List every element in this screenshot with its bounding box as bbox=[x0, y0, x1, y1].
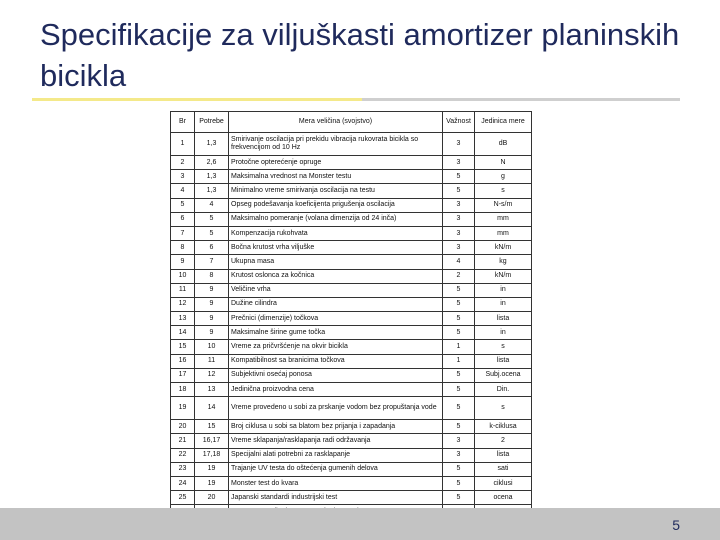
cell-unit: g bbox=[475, 170, 532, 184]
table-row bbox=[171, 241, 532, 255]
cell-metric: Subjektivni osećaj ponosa bbox=[229, 368, 443, 382]
table-row bbox=[171, 420, 532, 434]
cell-needs: 17,18 bbox=[195, 448, 229, 462]
cell-needs: 5 bbox=[195, 226, 229, 240]
table-row bbox=[171, 269, 532, 283]
cell-importance: 3 bbox=[443, 434, 475, 448]
cell-metric: Japanski standardi industrijski test bbox=[229, 491, 443, 505]
cell-unit: mm bbox=[475, 226, 532, 240]
cell-number: 8 bbox=[171, 241, 195, 255]
cell-unit: sati bbox=[475, 462, 532, 476]
cell-unit: lista bbox=[475, 312, 532, 326]
table-row bbox=[171, 476, 532, 490]
cell-unit: kN/m bbox=[475, 241, 532, 255]
cell-number: 11 bbox=[171, 283, 195, 297]
cell-needs: 15 bbox=[195, 420, 229, 434]
cell-unit: ocena bbox=[475, 491, 532, 505]
cell-number: 24 bbox=[171, 476, 195, 490]
specification-table bbox=[170, 111, 532, 520]
cell-metric: Vreme provedeno u sobi za prskanje vodom bez propuštanja vode bbox=[229, 397, 443, 420]
cell-number: 20 bbox=[171, 420, 195, 434]
cell-importance: 3 bbox=[443, 241, 475, 255]
cell-number: 4 bbox=[171, 184, 195, 198]
table-row bbox=[171, 326, 532, 340]
cell-unit: s bbox=[475, 397, 532, 420]
cell-needs: 10 bbox=[195, 340, 229, 354]
cell-unit: ciklusi bbox=[475, 476, 532, 490]
cell-importance: 5 bbox=[443, 462, 475, 476]
cell-metric: Kompenzacija rukohvata bbox=[229, 226, 443, 240]
cell-importance: 3 bbox=[443, 226, 475, 240]
cell-needs: 16,17 bbox=[195, 434, 229, 448]
cell-number: 21 bbox=[171, 434, 195, 448]
cell-unit: k-ciklusa bbox=[475, 420, 532, 434]
cell-needs: 19 bbox=[195, 462, 229, 476]
table-row bbox=[171, 255, 532, 269]
cell-number: 3 bbox=[171, 170, 195, 184]
cell-number: 10 bbox=[171, 269, 195, 283]
cell-unit: lista bbox=[475, 448, 532, 462]
cell-number: 12 bbox=[171, 297, 195, 311]
footer-bar bbox=[0, 508, 720, 540]
cell-number: 7 bbox=[171, 226, 195, 240]
cell-unit: kN/m bbox=[475, 269, 532, 283]
cell-needs: 14 bbox=[195, 397, 229, 420]
cell-importance: 4 bbox=[443, 255, 475, 269]
header-unit: Jedinica mere bbox=[475, 112, 532, 133]
cell-unit: mm bbox=[475, 212, 532, 226]
cell-needs: 9 bbox=[195, 283, 229, 297]
cell-number: 16 bbox=[171, 354, 195, 368]
cell-needs: 19 bbox=[195, 476, 229, 490]
header-importance: Važnost bbox=[443, 112, 475, 133]
table-row bbox=[171, 354, 532, 368]
cell-needs: 9 bbox=[195, 326, 229, 340]
table-row bbox=[171, 283, 532, 297]
table-header-row bbox=[171, 112, 532, 133]
cell-importance: 3 bbox=[443, 448, 475, 462]
table-row bbox=[171, 184, 532, 198]
page-number: 5 bbox=[672, 517, 680, 533]
table-row bbox=[171, 226, 532, 240]
cell-unit: 2 bbox=[475, 434, 532, 448]
cell-unit: N bbox=[475, 156, 532, 170]
cell-metric: Krutost oslonca za kočnica bbox=[229, 269, 443, 283]
cell-importance: 5 bbox=[443, 170, 475, 184]
cell-importance: 1 bbox=[443, 354, 475, 368]
cell-metric: Monster test do kvara bbox=[229, 476, 443, 490]
title-underline-accent bbox=[32, 98, 362, 101]
cell-metric: Vreme za pričvršćenje na okvir bicikla bbox=[229, 340, 443, 354]
cell-needs: 8 bbox=[195, 269, 229, 283]
table-row bbox=[171, 212, 532, 226]
cell-unit: lista bbox=[475, 354, 532, 368]
table-row bbox=[171, 170, 532, 184]
cell-needs: 1,3 bbox=[195, 184, 229, 198]
cell-importance: 5 bbox=[443, 397, 475, 420]
cell-metric: Jedinična proizvodna cena bbox=[229, 383, 443, 397]
cell-number: 25 bbox=[171, 491, 195, 505]
cell-metric: Protočne opterećenje opruge bbox=[229, 156, 443, 170]
cell-importance: 3 bbox=[443, 156, 475, 170]
cell-needs: 5 bbox=[195, 212, 229, 226]
cell-metric: Minimalno vreme smirivanja oscilacija na testu bbox=[229, 184, 443, 198]
cell-metric: Broj ciklusa u sobi sa blatom bez prijanja i zapadanja bbox=[229, 420, 443, 434]
cell-importance: 5 bbox=[443, 297, 475, 311]
cell-importance: 5 bbox=[443, 326, 475, 340]
cell-needs: 1,3 bbox=[195, 133, 229, 156]
table-row bbox=[171, 462, 532, 476]
cell-importance: 5 bbox=[443, 184, 475, 198]
cell-number: 9 bbox=[171, 255, 195, 269]
cell-importance: 5 bbox=[443, 476, 475, 490]
cell-importance: 5 bbox=[443, 312, 475, 326]
cell-number: 18 bbox=[171, 383, 195, 397]
cell-unit: Subj.ocena bbox=[475, 368, 532, 382]
cell-metric: Dužine cilindra bbox=[229, 297, 443, 311]
cell-unit: dB bbox=[475, 133, 532, 156]
cell-unit: Din. bbox=[475, 383, 532, 397]
cell-number: 23 bbox=[171, 462, 195, 476]
cell-unit: kg bbox=[475, 255, 532, 269]
cell-importance: 3 bbox=[443, 198, 475, 212]
header-needs: Potrebe bbox=[195, 112, 229, 133]
slide-title: Specifikacije za viljuškasti amortizer planinskih bicikla bbox=[40, 17, 680, 93]
cell-needs: 11 bbox=[195, 354, 229, 368]
cell-number: 13 bbox=[171, 312, 195, 326]
cell-metric: Vreme sklapanja/rasklapanja radi održavanja bbox=[229, 434, 443, 448]
table-row bbox=[171, 434, 532, 448]
cell-metric: Opseg podešavanja koeficijenta prigušenja oscilacija bbox=[229, 198, 443, 212]
cell-unit: in bbox=[475, 297, 532, 311]
table-row bbox=[171, 368, 532, 382]
cell-unit: s bbox=[475, 184, 532, 198]
cell-metric: Maksimalne širine gume točka bbox=[229, 326, 443, 340]
cell-number: 17 bbox=[171, 368, 195, 382]
cell-metric: Ukupna masa bbox=[229, 255, 443, 269]
table-row bbox=[171, 133, 532, 156]
cell-number: 19 bbox=[171, 397, 195, 420]
cell-importance: 5 bbox=[443, 420, 475, 434]
cell-importance: 3 bbox=[443, 133, 475, 156]
cell-number: 2 bbox=[171, 156, 195, 170]
cell-importance: 5 bbox=[443, 283, 475, 297]
cell-unit: s bbox=[475, 340, 532, 354]
table-row bbox=[171, 297, 532, 311]
cell-needs: 9 bbox=[195, 297, 229, 311]
cell-number: 1 bbox=[171, 133, 195, 156]
cell-importance: 5 bbox=[443, 368, 475, 382]
cell-needs: 12 bbox=[195, 368, 229, 382]
cell-number: 14 bbox=[171, 326, 195, 340]
table-row bbox=[171, 156, 532, 170]
cell-needs: 6 bbox=[195, 241, 229, 255]
header-metric: Mera veličina (svojstvo) bbox=[229, 112, 443, 133]
cell-importance: 2 bbox=[443, 269, 475, 283]
cell-metric: Bočna krutost vrha viljuške bbox=[229, 241, 443, 255]
table-row bbox=[171, 312, 532, 326]
table-row bbox=[171, 383, 532, 397]
table-row bbox=[171, 198, 532, 212]
cell-metric: Maksimalna vrednost na Monster testu bbox=[229, 170, 443, 184]
cell-metric: Specijalni alati potrebni za rasklapanje bbox=[229, 448, 443, 462]
cell-needs: 7 bbox=[195, 255, 229, 269]
cell-importance: 1 bbox=[443, 340, 475, 354]
cell-number: 22 bbox=[171, 448, 195, 462]
cell-needs: 2,6 bbox=[195, 156, 229, 170]
cell-importance: 3 bbox=[443, 212, 475, 226]
cell-metric: Trajanje UV testa do oštećenja gumenih delova bbox=[229, 462, 443, 476]
cell-needs: 4 bbox=[195, 198, 229, 212]
cell-metric: Maksimalno pomeranje (volana dimenzija od 24 inča) bbox=[229, 212, 443, 226]
table-row bbox=[171, 340, 532, 354]
table-row bbox=[171, 448, 532, 462]
cell-number: 15 bbox=[171, 340, 195, 354]
table-row bbox=[171, 397, 532, 420]
cell-unit: in bbox=[475, 326, 532, 340]
table-row bbox=[171, 491, 532, 505]
header-number: Br bbox=[171, 112, 195, 133]
cell-metric: Smirivanje oscilacija pri prekidu vibracija rukovrata bicikla so frekvencijom od 10 Hz bbox=[229, 133, 443, 156]
cell-metric: Kompatibilnost sa branicima točkova bbox=[229, 354, 443, 368]
cell-number: 6 bbox=[171, 212, 195, 226]
cell-needs: 13 bbox=[195, 383, 229, 397]
cell-metric: Veličine vrha bbox=[229, 283, 443, 297]
cell-importance: 5 bbox=[443, 383, 475, 397]
cell-needs: 1,3 bbox=[195, 170, 229, 184]
cell-metric: Prečnici (dimenzije) točkova bbox=[229, 312, 443, 326]
cell-unit: in bbox=[475, 283, 532, 297]
cell-unit: N-s/m bbox=[475, 198, 532, 212]
cell-number: 5 bbox=[171, 198, 195, 212]
cell-needs: 9 bbox=[195, 312, 229, 326]
cell-importance: 5 bbox=[443, 491, 475, 505]
cell-needs: 20 bbox=[195, 491, 229, 505]
